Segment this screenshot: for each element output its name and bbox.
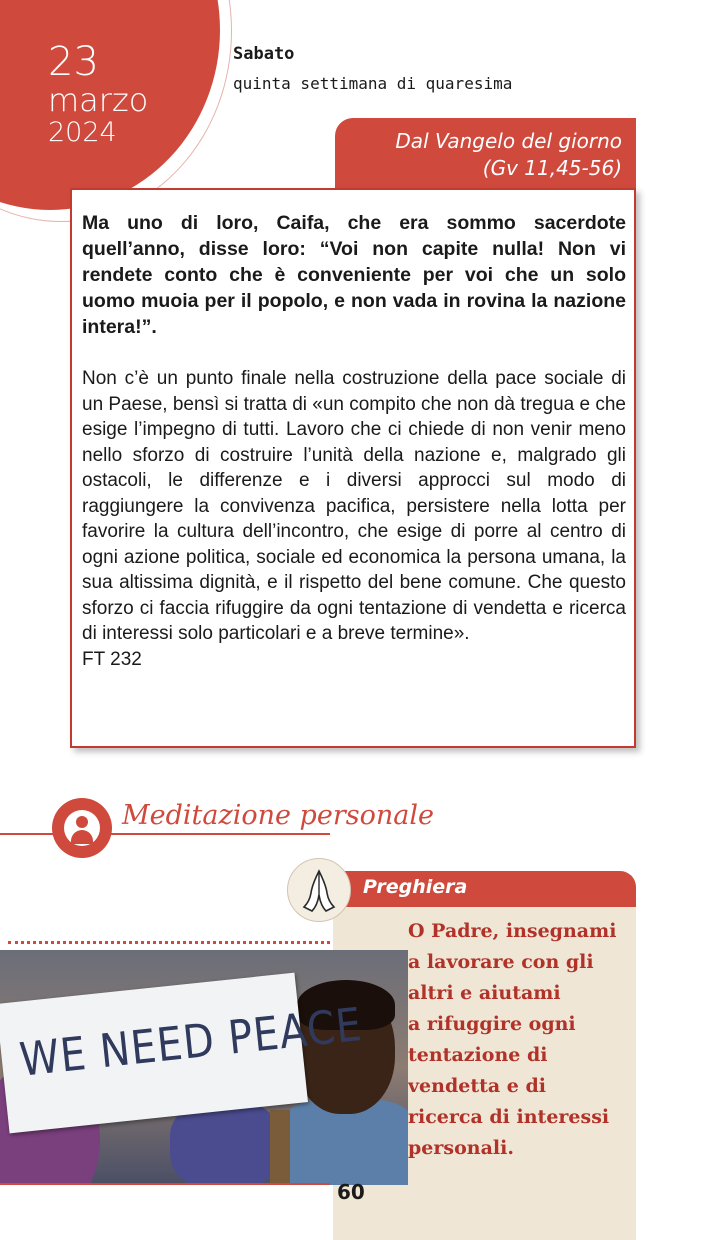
peace-photo [0, 950, 408, 1185]
date-month: marzo [48, 81, 149, 119]
footer-divider [0, 1183, 330, 1185]
commentary-text: Non c’è un punto finale nella costruzione della pace sociale di un Paese, bensì si tratta di «un compito che non dà tregua e che esige l’impegno di tutti. Lavoro che ci chiede di non venir meno nello sforzo di costruire l’unità della nazione e, malgrado gli ostacoli, le differenze e i diversi approcci sul modo di raggiungere la convivenza pacifica, persistere nella lotta per favorire la cultura dell’incontro, che esige di porre al centro di ogni azione politica, sociale ed economica la persona umana, la sua altissima dignità, e il rispetto del bene comune. Che questo sforzo ci faccia rifuggire da ogni tentazione di vendetta e ricerca di interessi solo particolari e a breve termine». [82, 368, 626, 644]
prayer-text [408, 916, 628, 1164]
sign-text: WE NEED PEACE [17, 998, 365, 1088]
prayer-tab [333, 871, 636, 907]
gospel-label: Dal Vangelo del giorno [395, 129, 622, 153]
page-number: 60 [337, 1180, 365, 1204]
day-name: Sabato [233, 44, 295, 64]
date-block [48, 40, 148, 150]
meditation-divider [0, 833, 330, 835]
prayer-line: a lavorare con gli [408, 951, 594, 973]
gospel-verse: Ma uno di loro, Caifa, che era sommo sacerdote quell’anno, disse loro: “Voi non capite nulla! Non vi rendete conto che è conveniente per voi che un solo uomo muoia per il popolo, e non vada in rovina la nazione intera!”. [82, 212, 626, 338]
prayer-title: Preghiera [363, 876, 468, 898]
person-icon [52, 798, 112, 858]
commentary-source: FT 232 [82, 648, 142, 670]
date-day: 23 [48, 39, 99, 85]
gospel-tab [335, 118, 636, 188]
prayer-line: altri e aiutami [408, 982, 561, 1004]
date-year: 2024 [48, 117, 117, 148]
meditation-title: Meditazione personale [122, 800, 434, 831]
week-name: quinta settimana di quaresima [233, 74, 513, 93]
prayer-line: ricerca di interessi [408, 1106, 610, 1128]
praying-hands-icon [287, 858, 351, 922]
gospel-reference: (Gv 11,45-56) [482, 156, 622, 180]
prayer-line: O Padre, insegnami [408, 920, 617, 942]
reading-box [70, 188, 636, 748]
prayer-line: tentazione di [408, 1044, 548, 1066]
dotted-divider [8, 941, 330, 944]
prayer-line: personali. [408, 1137, 514, 1159]
prayer-line: vendetta e di [408, 1075, 547, 1097]
prayer-line: a rifuggire ogni [408, 1013, 576, 1035]
